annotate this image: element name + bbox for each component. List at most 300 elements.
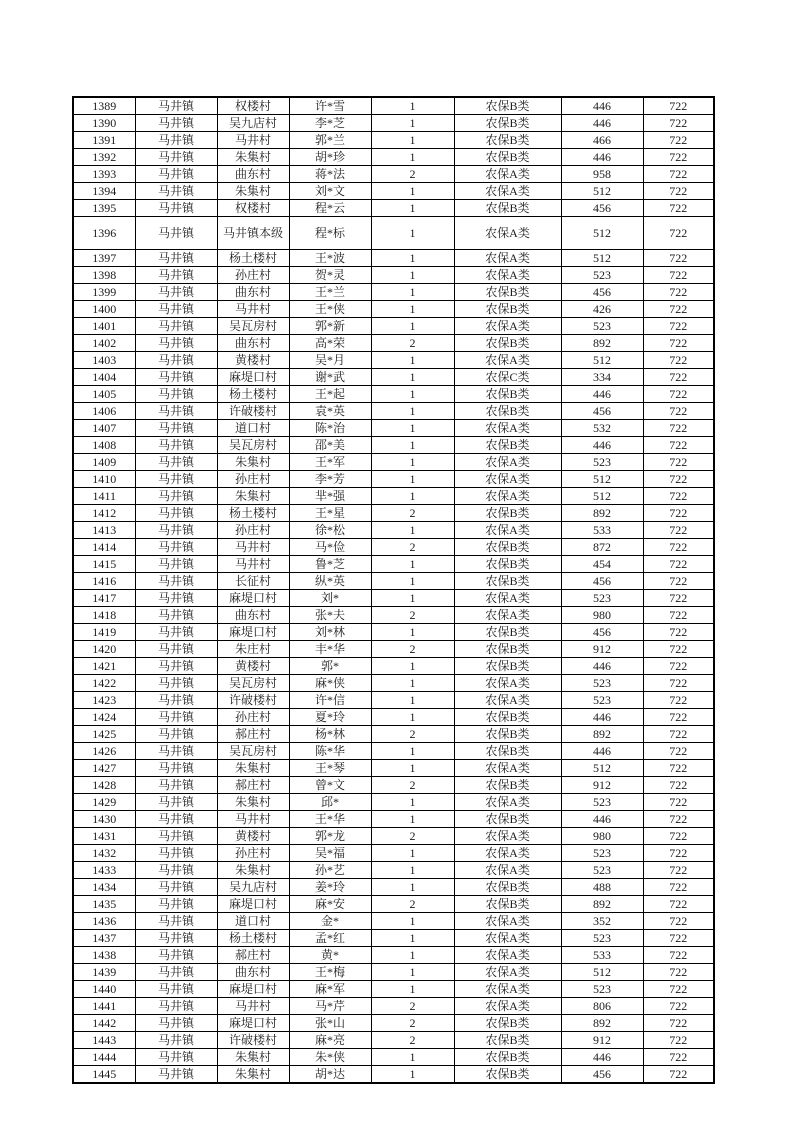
table-cell: 长征村 — [217, 573, 289, 590]
table-cell: 鲁*芝 — [289, 556, 371, 573]
table-cell: 王*琴 — [289, 760, 371, 777]
table-cell: 722 — [643, 250, 714, 267]
table-row — [73, 624, 714, 641]
table-cell: 农保B类 — [454, 437, 561, 454]
table-row — [73, 947, 714, 964]
table-cell: 马井镇 — [135, 200, 217, 217]
table-cell: 农保A类 — [454, 794, 561, 811]
table-cell: 1405 — [73, 386, 135, 403]
table-cell: 谢*武 — [289, 369, 371, 386]
table-cell: 456 — [561, 284, 643, 301]
table-cell: 2 — [371, 641, 454, 658]
table-cell: 1434 — [73, 879, 135, 896]
table-cell: 1414 — [73, 539, 135, 556]
table-cell: 马井镇 — [135, 998, 217, 1015]
table-cell: 马井镇 — [135, 1015, 217, 1032]
table-cell: 1 — [371, 386, 454, 403]
table-cell: 722 — [643, 505, 714, 522]
table-cell: 980 — [561, 828, 643, 845]
table-cell: 陈*治 — [289, 420, 371, 437]
table-cell: 523 — [561, 454, 643, 471]
table-cell: 马井村 — [217, 998, 289, 1015]
table-cell: 马井镇 — [135, 896, 217, 913]
table-cell: 722 — [643, 200, 714, 217]
table-cell: 朱集村 — [217, 454, 289, 471]
table-cell: 程*云 — [289, 200, 371, 217]
table-cell: 马井镇 — [135, 539, 217, 556]
table-row — [73, 913, 714, 930]
table-cell: 1 — [371, 913, 454, 930]
table-cell: 麻*军 — [289, 981, 371, 998]
table-cell: 农保A类 — [454, 981, 561, 998]
table-cell: 孙*艺 — [289, 862, 371, 879]
table-cell: 贺*灵 — [289, 267, 371, 284]
table-cell: 农保A类 — [454, 998, 561, 1015]
table-cell: 1 — [371, 250, 454, 267]
table-cell: 农保B类 — [454, 1066, 561, 1084]
table-cell: 曲东村 — [217, 284, 289, 301]
table-cell: 农保B类 — [454, 556, 561, 573]
table-cell: 马井镇 — [135, 369, 217, 386]
table-cell: 王*起 — [289, 386, 371, 403]
table-cell: 麻*安 — [289, 896, 371, 913]
table-cell: 1392 — [73, 149, 135, 166]
table-cell: 722 — [643, 132, 714, 149]
table-cell: 1 — [371, 760, 454, 777]
table-cell: 农保A类 — [454, 471, 561, 488]
table-cell: 农保B类 — [454, 624, 561, 641]
table-cell: 马井镇 — [135, 1049, 217, 1066]
table-cell: 523 — [561, 845, 643, 862]
table-cell: 农保B类 — [454, 726, 561, 743]
table-cell: 杨土楼村 — [217, 930, 289, 947]
table-cell: 912 — [561, 1032, 643, 1049]
table-cell: 456 — [561, 403, 643, 420]
table-row — [73, 692, 714, 709]
table-cell: 523 — [561, 675, 643, 692]
table-cell: 722 — [643, 896, 714, 913]
table-cell: 郭*新 — [289, 318, 371, 335]
table-cell: 1428 — [73, 777, 135, 794]
table-cell: 1416 — [73, 573, 135, 590]
table-cell: 马井镇 — [135, 437, 217, 454]
table-cell: 722 — [643, 845, 714, 862]
table-cell: 1421 — [73, 658, 135, 675]
table-cell: 446 — [561, 437, 643, 454]
table-cell: 446 — [561, 1049, 643, 1066]
table-cell: 1 — [371, 862, 454, 879]
table-row — [73, 930, 714, 947]
table-cell: 马井镇 — [135, 217, 217, 250]
table-cell: 1 — [371, 284, 454, 301]
table-row — [73, 250, 714, 267]
table-cell: 杨*林 — [289, 726, 371, 743]
beneficiary-table — [72, 96, 715, 1084]
table-row — [73, 522, 714, 539]
table-cell: 朱集村 — [217, 862, 289, 879]
table-cell: 农保A类 — [454, 454, 561, 471]
table-cell: 456 — [561, 200, 643, 217]
table-cell: 1442 — [73, 1015, 135, 1032]
table-cell: 722 — [643, 879, 714, 896]
table-cell: 农保B类 — [454, 811, 561, 828]
table-cell: 程*标 — [289, 217, 371, 250]
table-cell: 1 — [371, 624, 454, 641]
table-cell: 722 — [643, 828, 714, 845]
table-cell: 胡*珍 — [289, 149, 371, 166]
table-cell: 邵*美 — [289, 437, 371, 454]
table-row — [73, 896, 714, 913]
table-cell: 杨土楼村 — [217, 386, 289, 403]
table-cell: 722 — [643, 556, 714, 573]
table-cell: 1 — [371, 811, 454, 828]
table-cell: 马井镇 — [135, 845, 217, 862]
table-cell: 曲东村 — [217, 166, 289, 183]
table-cell: 512 — [561, 488, 643, 505]
table-cell: 1409 — [73, 454, 135, 471]
table-cell: 马井镇 — [135, 624, 217, 641]
table-cell: 1 — [371, 217, 454, 250]
table-cell: 722 — [643, 420, 714, 437]
table-cell: 722 — [643, 947, 714, 964]
table-row — [73, 267, 714, 284]
table-cell: 农保B类 — [454, 115, 561, 132]
table-cell: 黄楼村 — [217, 828, 289, 845]
table-cell: 农保A类 — [454, 183, 561, 200]
table-cell: 农保A类 — [454, 420, 561, 437]
table-cell: 马井镇 — [135, 828, 217, 845]
table-cell: 722 — [643, 709, 714, 726]
table-row — [73, 471, 714, 488]
table-cell: 马井村 — [217, 556, 289, 573]
table-cell: 1397 — [73, 250, 135, 267]
table-row — [73, 828, 714, 845]
table-row — [73, 97, 714, 115]
table-cell: 农保B类 — [454, 284, 561, 301]
table-row — [73, 200, 714, 217]
table-cell: 李*芳 — [289, 471, 371, 488]
table-cell: 高*荣 — [289, 335, 371, 352]
table-row — [73, 369, 714, 386]
table-cell: 胡*达 — [289, 1066, 371, 1084]
table-cell: 2 — [371, 828, 454, 845]
table-cell: 孙庄村 — [217, 522, 289, 539]
table-cell: 426 — [561, 301, 643, 318]
table-cell: 1 — [371, 522, 454, 539]
table-row — [73, 607, 714, 624]
table-cell: 1 — [371, 454, 454, 471]
table-cell: 农保A类 — [454, 250, 561, 267]
table-cell: 1 — [371, 97, 454, 115]
table-row — [73, 743, 714, 760]
table-cell: 马井镇 — [135, 454, 217, 471]
table-cell: 吴九店村 — [217, 879, 289, 896]
table-cell: 孙庄村 — [217, 267, 289, 284]
table-cell: 958 — [561, 166, 643, 183]
table-cell: 722 — [643, 217, 714, 250]
table-cell: 1431 — [73, 828, 135, 845]
table-row — [73, 217, 714, 250]
table-cell: 512 — [561, 964, 643, 981]
table-cell: 农保B类 — [454, 97, 561, 115]
table-cell: 杨土楼村 — [217, 505, 289, 522]
table-cell: 农保B类 — [454, 132, 561, 149]
table-cell: 722 — [643, 539, 714, 556]
table-cell: 446 — [561, 386, 643, 403]
table-cell: 722 — [643, 352, 714, 369]
table-cell: 马井村 — [217, 301, 289, 318]
table-cell: 杨土楼村 — [217, 250, 289, 267]
table-cell: 许破楼村 — [217, 403, 289, 420]
table-cell: 农保A类 — [454, 828, 561, 845]
table-cell: 马井镇 — [135, 115, 217, 132]
table-cell: 王*华 — [289, 811, 371, 828]
table-cell: 722 — [643, 607, 714, 624]
table-cell: 道口村 — [217, 913, 289, 930]
table-cell: 722 — [643, 964, 714, 981]
table-cell: 1406 — [73, 403, 135, 420]
table-cell: 1 — [371, 488, 454, 505]
table-cell: 1 — [371, 879, 454, 896]
table-cell: 1410 — [73, 471, 135, 488]
table-cell: 1417 — [73, 590, 135, 607]
table-row — [73, 183, 714, 200]
table-cell: 吴瓦房村 — [217, 318, 289, 335]
table-cell: 王*兰 — [289, 284, 371, 301]
table-cell: 1408 — [73, 437, 135, 454]
table-row — [73, 1032, 714, 1049]
table-cell: 李*芝 — [289, 115, 371, 132]
table-cell: 农保B类 — [454, 200, 561, 217]
table-cell: 1 — [371, 267, 454, 284]
table-row — [73, 760, 714, 777]
table-cell: 1427 — [73, 760, 135, 777]
table-cell: 872 — [561, 539, 643, 556]
table-cell: 郝庄村 — [217, 777, 289, 794]
table-cell: 1390 — [73, 115, 135, 132]
table-cell: 1396 — [73, 217, 135, 250]
table-cell: 吴*福 — [289, 845, 371, 862]
table-row — [73, 454, 714, 471]
table-cell: 1 — [371, 794, 454, 811]
table-cell: 456 — [561, 1066, 643, 1084]
table-cell: 722 — [643, 149, 714, 166]
table-row — [73, 505, 714, 522]
table-cell: 马井镇 — [135, 862, 217, 879]
table-cell: 1 — [371, 709, 454, 726]
table-cell: 446 — [561, 115, 643, 132]
table-row — [73, 811, 714, 828]
table-row — [73, 845, 714, 862]
table-cell: 1445 — [73, 1066, 135, 1084]
table-cell: 农保B类 — [454, 149, 561, 166]
table-cell: 523 — [561, 862, 643, 879]
table-cell: 马井镇 — [135, 947, 217, 964]
table-row — [73, 149, 714, 166]
table-cell: 1439 — [73, 964, 135, 981]
table-cell: 1 — [371, 115, 454, 132]
table-cell: 邱* — [289, 794, 371, 811]
table-cell: 1422 — [73, 675, 135, 692]
table-cell: 722 — [643, 284, 714, 301]
table-cell: 朱集村 — [217, 488, 289, 505]
table-cell: 456 — [561, 624, 643, 641]
table-row — [73, 115, 714, 132]
table-cell: 722 — [643, 777, 714, 794]
table-cell: 马井镇 — [135, 981, 217, 998]
table-cell: 马井镇 — [135, 250, 217, 267]
table-row — [73, 1049, 714, 1066]
table-row — [73, 641, 714, 658]
table-row — [73, 998, 714, 1015]
table-cell: 农保B类 — [454, 879, 561, 896]
table-cell: 722 — [643, 811, 714, 828]
table-cell: 722 — [643, 641, 714, 658]
table-cell: 朱集村 — [217, 149, 289, 166]
table-cell: 722 — [643, 1049, 714, 1066]
table-cell: 1391 — [73, 132, 135, 149]
table-cell: 马井镇 — [135, 658, 217, 675]
table-row — [73, 301, 714, 318]
table-cell: 1412 — [73, 505, 135, 522]
table-cell: 722 — [643, 335, 714, 352]
table-cell: 722 — [643, 1066, 714, 1084]
table-cell: 1419 — [73, 624, 135, 641]
table-cell: 陈*华 — [289, 743, 371, 760]
table-row — [73, 675, 714, 692]
table-cell: 马*俭 — [289, 539, 371, 556]
table-cell: 农保A类 — [454, 217, 561, 250]
table-cell: 512 — [561, 352, 643, 369]
table-cell: 农保B类 — [454, 505, 561, 522]
table-cell: 1 — [371, 403, 454, 420]
table-cell: 农保B类 — [454, 1015, 561, 1032]
table-cell: 马*芹 — [289, 998, 371, 1015]
table-row — [73, 709, 714, 726]
table-cell: 722 — [643, 369, 714, 386]
table-row — [73, 420, 714, 437]
table-cell: 许*信 — [289, 692, 371, 709]
table-cell: 马井镇 — [135, 556, 217, 573]
table-cell: 523 — [561, 267, 643, 284]
table-cell: 1389 — [73, 97, 135, 115]
table-cell: 农保A类 — [454, 675, 561, 692]
table-cell: 1 — [371, 573, 454, 590]
table-cell: 马井镇 — [135, 97, 217, 115]
table-cell: 郝庄村 — [217, 947, 289, 964]
table-cell: 朱集村 — [217, 183, 289, 200]
table-cell: 马井村 — [217, 132, 289, 149]
table-cell: 许*雪 — [289, 97, 371, 115]
table-cell: 马井镇 — [135, 149, 217, 166]
table-row — [73, 862, 714, 879]
table-cell: 446 — [561, 743, 643, 760]
table-cell: 892 — [561, 1015, 643, 1032]
table-cell: 722 — [643, 675, 714, 692]
table-cell: 金* — [289, 913, 371, 930]
table-cell: 郝庄村 — [217, 726, 289, 743]
table-cell: 1399 — [73, 284, 135, 301]
table-cell: 446 — [561, 149, 643, 166]
table-cell: 1 — [371, 318, 454, 335]
table-cell: 1 — [371, 658, 454, 675]
table-cell: 523 — [561, 692, 643, 709]
table-row — [73, 318, 714, 335]
table-row — [73, 879, 714, 896]
table-cell: 523 — [561, 930, 643, 947]
table-cell: 张*山 — [289, 1015, 371, 1032]
table-cell: 马井镇 — [135, 166, 217, 183]
table-cell: 农保B类 — [454, 301, 561, 318]
table-cell: 722 — [643, 998, 714, 1015]
table-cell: 1 — [371, 590, 454, 607]
table-cell: 533 — [561, 522, 643, 539]
table-cell: 1433 — [73, 862, 135, 879]
table-cell: 722 — [643, 862, 714, 879]
table-cell: 曲东村 — [217, 335, 289, 352]
table-cell: 446 — [561, 658, 643, 675]
table-cell: 芈*强 — [289, 488, 371, 505]
table-cell: 722 — [643, 1032, 714, 1049]
table-cell: 马井镇 — [135, 743, 217, 760]
table-cell: 1438 — [73, 947, 135, 964]
table-cell: 1 — [371, 132, 454, 149]
table-cell: 1436 — [73, 913, 135, 930]
table-cell: 722 — [643, 743, 714, 760]
table-cell: 农保B类 — [454, 777, 561, 794]
table-row — [73, 132, 714, 149]
table-cell: 2 — [371, 335, 454, 352]
table-row — [73, 386, 714, 403]
table-cell: 352 — [561, 913, 643, 930]
table-cell: 1418 — [73, 607, 135, 624]
table-cell: 马井镇 — [135, 522, 217, 539]
table-cell: 刘* — [289, 590, 371, 607]
table-cell: 郭* — [289, 658, 371, 675]
table-cell: 722 — [643, 726, 714, 743]
table-cell: 马井镇 — [135, 1032, 217, 1049]
table-cell: 马井镇 — [135, 777, 217, 794]
table-cell: 农保B类 — [454, 386, 561, 403]
table-cell: 2 — [371, 726, 454, 743]
table-cell: 农保A类 — [454, 267, 561, 284]
table-cell: 446 — [561, 811, 643, 828]
table-cell: 曲东村 — [217, 964, 289, 981]
table-cell: 王*波 — [289, 250, 371, 267]
table-cell: 郭*龙 — [289, 828, 371, 845]
table-cell: 农保A类 — [454, 607, 561, 624]
table-cell: 722 — [643, 624, 714, 641]
table-row — [73, 556, 714, 573]
table-cell: 农保B类 — [454, 1032, 561, 1049]
table-cell: 722 — [643, 981, 714, 998]
table-cell: 1444 — [73, 1049, 135, 1066]
table-cell: 722 — [643, 1015, 714, 1032]
table-cell: 马井镇 — [135, 573, 217, 590]
table-row — [73, 658, 714, 675]
table-cell: 姜*玲 — [289, 879, 371, 896]
table-cell: 农保A类 — [454, 692, 561, 709]
table-cell: 1400 — [73, 301, 135, 318]
table-cell: 马井镇 — [135, 301, 217, 318]
table-cell: 1432 — [73, 845, 135, 862]
table-cell: 1 — [371, 471, 454, 488]
table-cell: 黄楼村 — [217, 352, 289, 369]
table-cell: 朱集村 — [217, 794, 289, 811]
table-cell: 722 — [643, 386, 714, 403]
table-cell: 2 — [371, 896, 454, 913]
table-cell: 1 — [371, 1066, 454, 1084]
